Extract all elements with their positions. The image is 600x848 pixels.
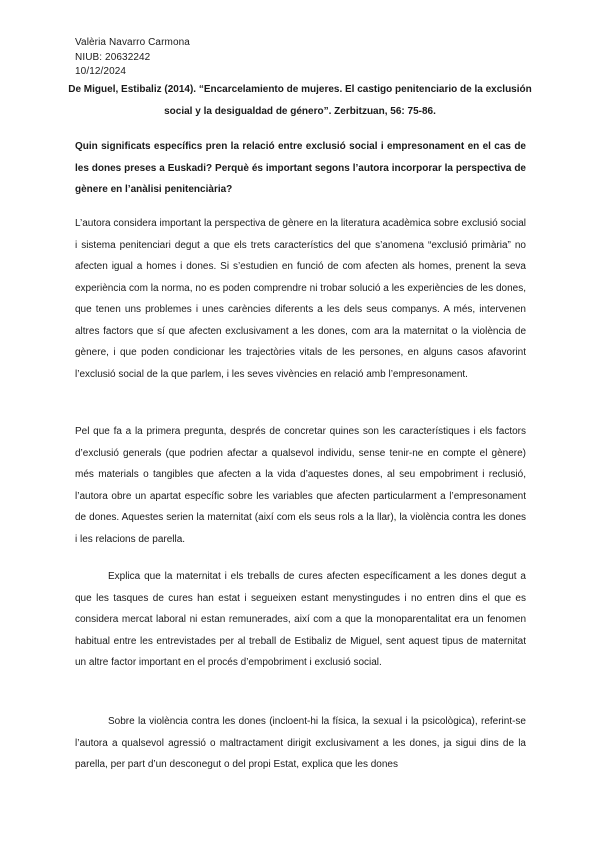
author-header bbox=[75, 36, 190, 80]
author-name: Valèria Navarro Carmona bbox=[75, 37, 190, 48]
body-paragraph-1: L’autora considera important la perspectiva de gènere en la literatura acadèmica sobre exclusió social i sistema penitenciari degut a que els trets característics del que s’anomena “exclusió primària” no afecten igual a homes i dones. Si s’estudien en funció de com afecten als homes, prenent la seva experiència com la norma, no es poden comprendre ni trobar solució a les experiències de les dones, que tenen uns problemes i unes carències diferents a les dels seus companys. A més, intervenen altres factors que sí que afecten exclusivament a les dones, com ara la maternitat o la violència de gènere, i que poden condicionar les trajectòries vitals de les persones, en alguns casos afavorint l’exclusió social de la que parlem, i les seves vivències en relació amb l’empresonament. bbox=[75, 218, 526, 380]
student-id: NIUB: 20632242 bbox=[75, 51, 151, 63]
body-paragraph-2: Pel que fa a la primera pregunta, després de concretar quines son les característiques i els factors d’exclusió generals (que podrien afectar a qualsevol individu, sense tenir-ne en compte el gènere) més materials o tangibles que afecten a la vida d’aquestes dones, al seu empobriment i reclusió, l’autora obre un apartat específic sobre les variables que afecten particularment a l’empresonament de dones. Aquestes serien la maternitat (així com els seus rols a la llar), la violència contra les dones i les relacions de parella. bbox=[75, 426, 526, 545]
body-paragraph-4: Sobre la violència contra les dones (incloent-hi la física, la sexual i la psicològica), referint-se l’autora a qualsevol agressió o maltractament dirigit exclusivament a les dones, ja sigui dins de la parella, per part d’un desconegut o del propi Estat, explica que les dones bbox=[75, 716, 526, 770]
body-paragraph-3: Explica que la maternitat i els treballs de cures afecten específicament a les dones degut a que les tasques de cures han estat i segueixen estant menystingudes i no entren dins el que es considera mercat laboral ni estan remunerades, així com a que la monoparentalitat era un fenomen habitual entre les entrevistades per al treball de Estibaliz de Miguel, sent aquest tipus de maternitat un altre factor important en el procés d’empobriment i exclusió social. bbox=[75, 571, 526, 668]
bibliographic-citation: De Miguel, Estibaliz (2014). “Encarcelamiento de mujeres. El castigo penitenciario de la exclusión social y la desigualdad de género”. Zerbitzuan, 56: 75-86. bbox=[68, 84, 532, 117]
research-question: Quin significats específics pren la relació entre exclusió social i empresonament en el cas de les dones preses a Euskadi? Perquè és important segons l’autora incorporar la perspectiva de gènere en l’anàlisi penitenciària? bbox=[75, 141, 526, 195]
document-date: 10/12/2024 bbox=[75, 66, 127, 77]
